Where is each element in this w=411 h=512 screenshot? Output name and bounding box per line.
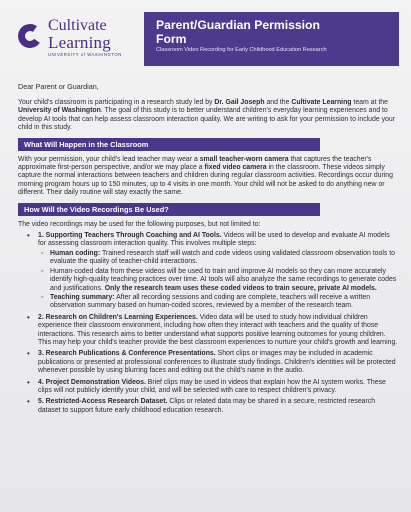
section-heading-usage: How Will the Video Recordings Be Used? [18,203,320,216]
title-box [144,12,399,66]
cultivate-learning-logo [18,10,136,66]
logo-line-3: UNIVERSITY of WASHINGTON [48,52,122,58]
section-heading-classroom: What Will Happen in the Classroom [18,138,320,151]
list-item: • 3. Research Publications & Conference Presentations. Short clips or images may be included in academic publications or presented at professional conferences to illustrate study findings. Children's identities will be protected whenever possible by using blurring faces and editing out the child's name in the audio. [18,350,399,375]
list-item: • 1. Supporting Teachers Through Coaching and AI Tools. Videos will be used to develop and evaluate AI models for assessing classroom interaction quality. This involves multiple steps: ◦ Human coding: Trained research staff will watch and code videos using validated classroom observation tools to evaluate the quality of teacher-child interactions. ◦ Human-coded data from these videos will be used to train and improve AI models so they can more accurately identify high-quality teaching practices over time. AI tools will also analyze the same recordings to generate codes and justifications. Only the research team uses these coded videos to train secure, private AI models. ◦ Teaching summary: After all recording sessions and coding are complete, teachers will receive a written observation summary based on human-coded scores, reviewed by a member of the research team. [18,232,399,311]
usage-lead: The video recordings may be used for the following purposes, but not limited to: [18,220,261,228]
salutation: Dear Parent or Guardian, [18,82,99,91]
logo-line-2: Learning [48,33,111,53]
page-subtitle: Classroom Video Recording for Early Childhood Education Research [156,47,327,53]
page-title: Parent/Guardian Permission Form [156,18,320,46]
list-item: • 5. Restricted-Access Research Dataset. Clips or related data may be shared in a secure, restricted research dataset to support future early childhood education research. [18,398,399,415]
sub-list-item: ◦ Human coding: Trained research staff will watch and code videos using validated classroom observation tools to evaluate the quality of teacher-child interactions. [38,250,399,267]
list-item: • 2. Research on Children's Learning Experiences. Video data will be used to study how individual children experience their classroom environment, including how often they interact with teachers and the quality of those interactions. This research aims to better understand what supports positive learning outcomes for young children. This may help your child's teacher provide the best classroom experiences to nurture your child's growth and learning. [18,314,399,348]
list-item: • 4. Project Demonstration Videos. Brief clips may be used in videos that explain how the AI system works. These clips will not publicly identify your child, and will be selected with care to respect children's privacy. [18,379,399,396]
intro-paragraph: Your child's classroom is participating in a research study led by Dr. Gail Joseph and the Cultivate Learning team at the University of Washington. The goal of this study is to better understand children's everyday learning experiences and to develop AI tools that can help assess classroom interaction quality. We are writing to ask for your permission to include your child in this study. [18,99,395,132]
sub-list-item: ◦ Teaching summary: After all recording sessions and coding are complete, teachers will receive a written observation summary based on human-coded scores, reviewed by a member of the research team. [38,294,399,311]
logo-line-1: Cultivate [48,17,107,35]
sub-list-item: ◦ Human-coded data from these videos will be used to train and improve AI models so they can more accurately identify high-quality teaching practices over time. AI tools will also analyze the same recordings to generate codes and justifications. Only the research team uses these coded videos to train secure, private AI models. [38,268,399,293]
usage-list [18,232,399,415]
sub-list [38,250,399,311]
classroom-paragraph: With your permission, your child's lead teacher may wear a small teacher-worn camera that captures the teacher's approximate first-person perspective, and/or we may place a fixed video camera in the classroom. These videos simply capture the normal interactions between teachers and children during regular classroom activities. Recordings occur during morning program hours up to 150 minutes, up to 4 visits in one month. Your child will not be asked to do anything new or different. Their daily routine will stay exactly the same. [18,155,393,197]
logo-c-icon [18,21,44,55]
header [18,10,399,66]
